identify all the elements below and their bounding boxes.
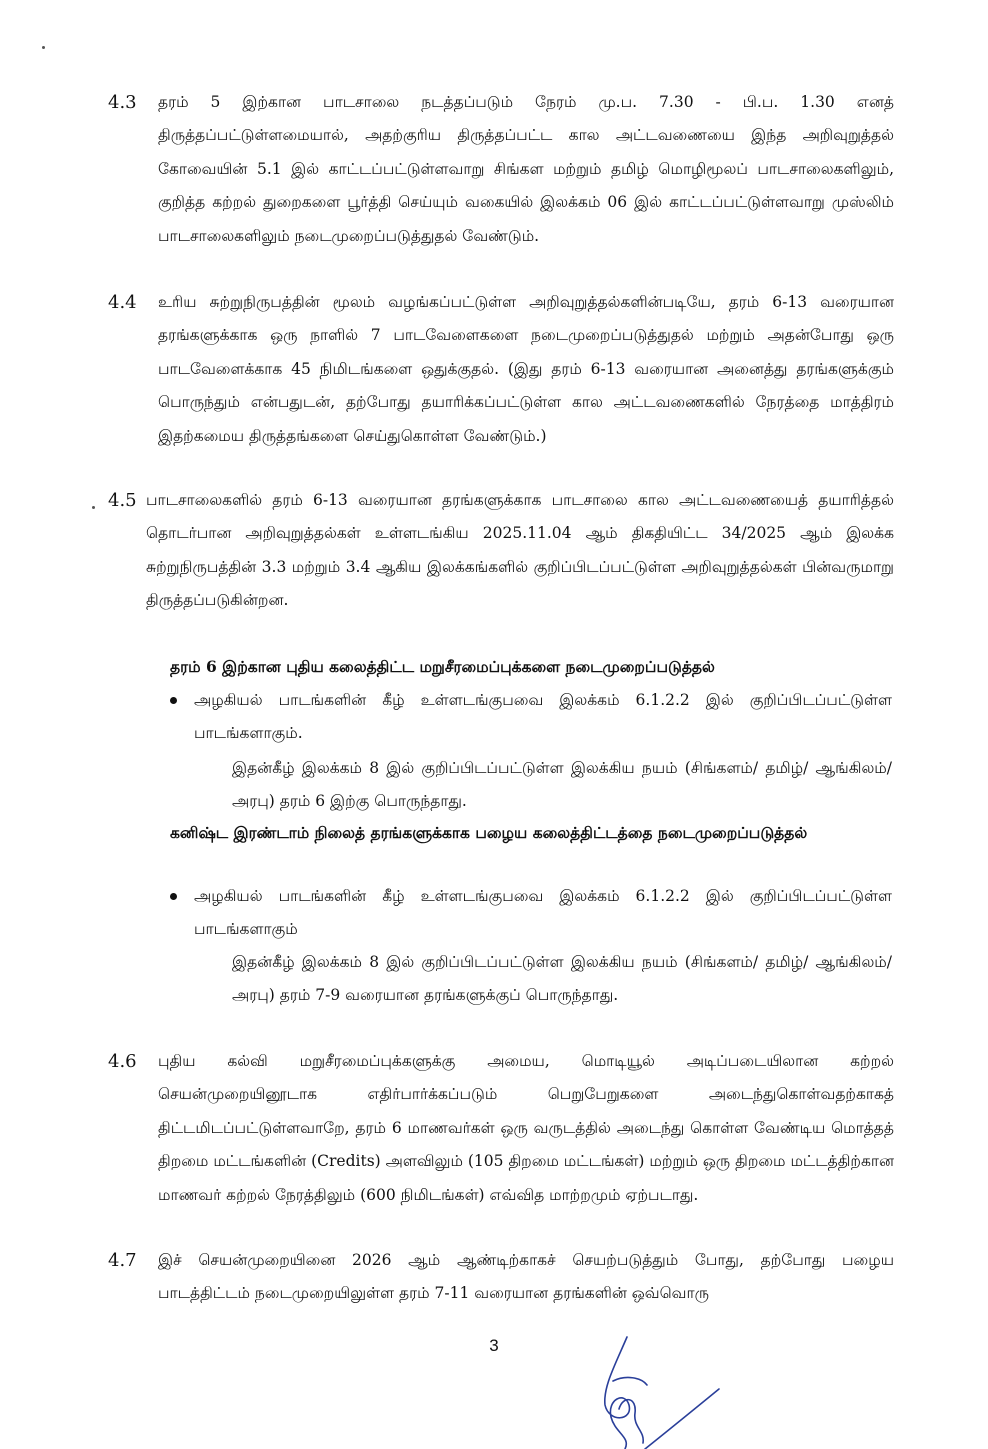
section-4-6	[108, 1045, 894, 1212]
junior-note: இதன்கீழ் இலக்கம் 8 இல் குறிப்பிடப்பட்டுள்ள இலக்கிய நயம் (சிங்களம்/ தமிழ்/ ஆங்கிலம்/ அரபு) தரம் 7-9 வரையான தரங்களுக்குப் பொருந்தாது.	[232, 953, 892, 1004]
section-text: இச் செயன்முறையினை 2026 ஆம் ஆண்டிற்காகச் செயற்படுத்தும் போது, தற்போது பழைய பாடத்திட்டம் நடைமுறையிலுள்ள தரம் 7-11 வரையான தரங்களின் ஒவ்வொரு	[158, 1251, 894, 1303]
scan-speck	[92, 506, 95, 509]
grade6-heading: தரம் 6 இற்கான புதிய கலைத்திட்ட மறுசீரமைப்புக்களை நடைமுறைப்படுத்தல்	[170, 657, 715, 676]
section-text: பாடசாலைகளில் தரம் 6-13 வரையான தரங்களுக்காக பாடசாலை கால அட்டவணையைத் தயாரித்தல் தொடர்பான அறிவுறுத்தல்கள் உள்ளடங்கிய 2025.11.04 ஆம் திகதியிட்ட 34/2025 ஆம் இலக்க சுற்றுநிருபத்தின் 3.3 மற்றும் 3.4 ஆகிய இலக்கங்களில் குறிப்பிடப்பட்டுள்ள அறிவுறுத்தல்கள் பின்வருமாறு திருத்தப்படுகின்றன.	[146, 491, 894, 610]
grade6-bullet	[170, 684, 892, 750]
section-number: 4.6	[108, 1051, 137, 1072]
bullet-dot	[170, 697, 177, 704]
section-4-4	[108, 286, 894, 453]
section-text: தரம் 5 இற்கான பாடசாலை நடத்தப்படும் நேரம் மு.ப. 7.30 - பி.ப. 1.30 எனத் திருத்தப்பட்டுள்ளமையால், அதற்குரிய திருத்தப்பட்ட கால அட்டவணையை இந்த அறிவுறுத்தல் கோவையின் 5.1 இல் காட்டப்பட்டுள்ளவாறு சிங்கள மற்றும் தமிழ் மொழிமூலப் பாடசாலைகளிலும், குறித்த கற்றல் துறைகளை பூர்த்தி செய்யும் வகையில் இலக்கம் 06 இல் காட்டப்பட்டுள்ளவாறு முஸ்லிம் பாடசாலைகளிலும் நடைமுறைப்படுத்துதல் வேண்டும்.	[158, 93, 894, 245]
grade6-note: இதன்கீழ் இலக்கம் 8 இல் குறிப்பிடப்பட்டுள்ள இலக்கிய நயம் (சிங்களம்/ தமிழ்/ ஆங்கிலம்/ அரபு) தரம் 6 இற்கு பொருந்தாது.	[232, 759, 892, 810]
section-text: புதிய கல்வி மறுசீரமைப்புக்களுக்கு அமைய, மொடியூல் அடிப்படையிலான கற்றல் செயன்முறையினூடாக எதிர்பார்க்கப்படும் பெறுபேறுகளை அடைந்துகொள்வதற்காகத் திட்டமிடப்பட்டுள்ளவாறே, தரம் 6 மாணவர்கள் ஒரு வருடத்தில் அடைந்து கொள்ள வேண்டிய மொத்தத் திறமை மட்டங்களின் (Credits) அளவிலும் (105 திறமை மட்டங்கள்) மற்றும் ஒரு திறமை மட்டத்திற்கான மாணவர் கற்றல் நேரத்திலும் (600 நிமிடங்கள்) எவ்வித மாற்றமும் ஏற்படாது.	[158, 1052, 894, 1204]
bullet-text: அழகியல் பாடங்களின் கீழ் உள்ளடங்குபவை இலக்கம் 6.1.2.2 இல் குறிப்பிடப்பட்டுள்ள பாடங்களாகும்	[194, 887, 892, 938]
section-number: 4.7	[108, 1250, 137, 1271]
section-number: 4.5	[108, 490, 137, 511]
junior-heading: கனிஷ்ட இரண்டாம் நிலைத் தரங்களுக்காக பழைய கலைத்திட்டத்தை நடைமுறைப்படுத்தல்	[170, 823, 808, 842]
bullet-text: அழகியல் பாடங்களின் கீழ் உள்ளடங்குபவை இலக்கம் 6.1.2.2 இல் குறிப்பிடப்பட்டுள்ள பாடங்களாகும்.	[194, 691, 892, 742]
page-number: 3	[489, 1336, 499, 1355]
bullet-dot	[170, 893, 177, 900]
section-text: உரிய சுற்றுநிருபத்தின் மூலம் வழங்கப்பட்டுள்ள அறிவுறுத்தல்களின்படியே, தரம் 6-13 வரையான தரங்களுக்காக ஒரு நாளில் 7 பாடவேளைகளை நடைமுறைப்படுத்துதல் மற்றும் அதன்போது ஒரு பாடவேளைக்காக 45 நிமிடங்களை ஒதுக்குதல். (இது தரம் 6-13 வரையான அனைத்து தரங்களுக்கும் பொருந்தும் என்பதுடன், தற்போது தயாரிக்கப்பட்டுள்ள கால அட்டவணைகளில் நேரத்தை மாத்திரம் இதற்கமைய திருத்தங்களை செய்துகொள்ள வேண்டும்.)	[158, 293, 894, 445]
section-4-7	[108, 1244, 894, 1311]
section-4-5	[108, 484, 894, 618]
signature	[585, 1325, 735, 1449]
junior-bullet	[170, 880, 892, 946]
section-number: 4.3	[108, 92, 137, 113]
section-4-3	[108, 86, 894, 253]
section-number: 4.4	[108, 292, 137, 313]
scan-speck	[42, 46, 45, 49]
